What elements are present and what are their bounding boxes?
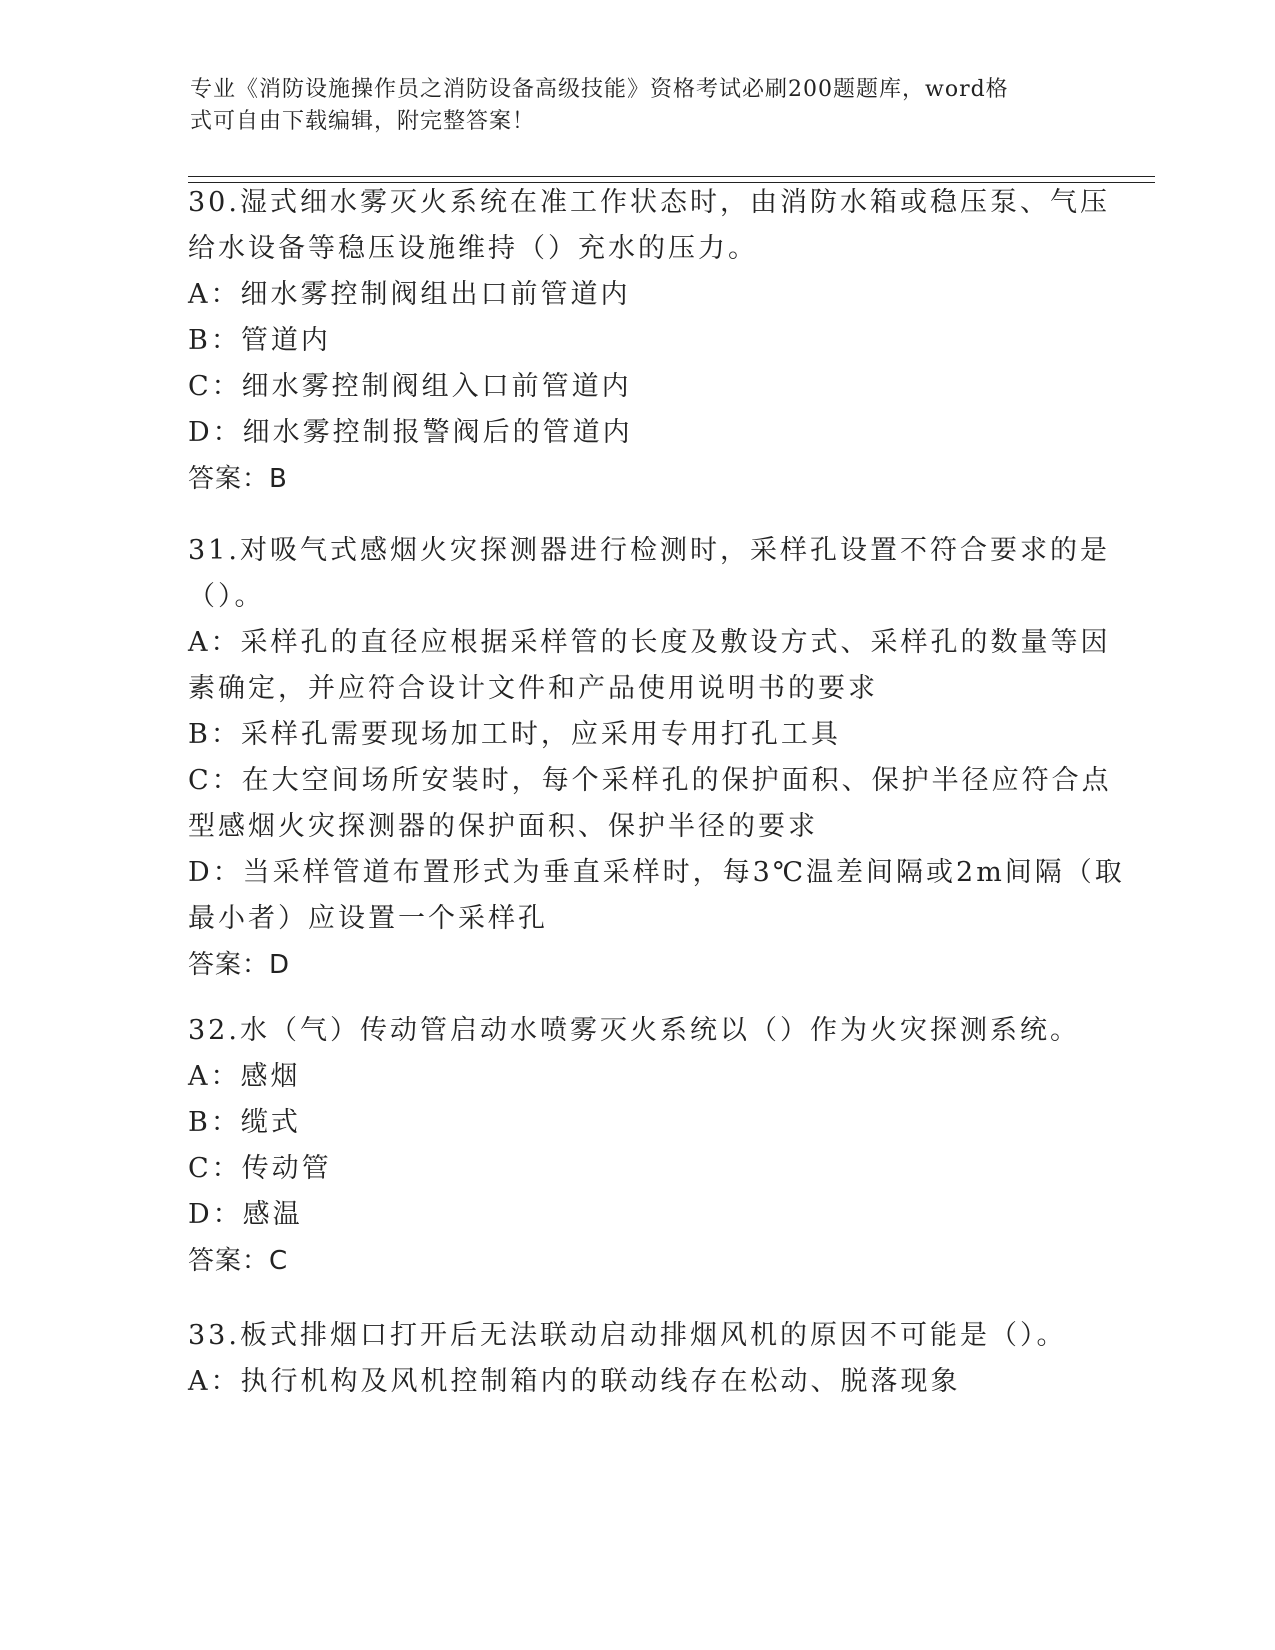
- header-rule-top: [188, 176, 1155, 177]
- answer-label: 答案：D: [188, 950, 291, 980]
- question-text: 30.湿式细水雾灭火系统在准工作状态时，由消防水箱或稳压泵、气压: [188, 187, 1110, 218]
- question-32: [188, 1008, 1088, 1284]
- option-d: D：感温: [188, 1199, 303, 1230]
- option-a: A：感烟: [188, 1061, 301, 1092]
- header-line-2: 式可自由下载编辑，附完整答案！: [190, 109, 536, 134]
- option-b: B：缆式: [188, 1107, 301, 1138]
- answer-label: 答案：C: [188, 1246, 289, 1276]
- question-31: [188, 528, 1125, 988]
- option-a: A：执行机构及风机控制箱内的联动线存在松动、脱落现象: [188, 1366, 961, 1397]
- option-d: D：当采样管道布置形式为垂直采样时，每3℃温差间隔或2m间隔（取: [188, 857, 1125, 888]
- question-text: 31.对吸气式感烟火灾探测器进行检测时，采样孔设置不符合要求的是: [188, 535, 1110, 566]
- option-c: C：传动管: [188, 1153, 332, 1184]
- option-a: A：细水雾控制阀组出口前管道内: [188, 279, 631, 310]
- question-33: [188, 1313, 1088, 1405]
- option-a-continued: 素确定，并应符合设计文件和产品使用说明书的要求: [188, 673, 878, 704]
- question-text: 33.板式排烟口打开后无法联动启动排烟风机的原因不可能是（）。: [188, 1320, 1067, 1351]
- option-d: D：细水雾控制报警阀后的管道内: [188, 417, 633, 448]
- option-c-continued: 型感烟火灾探测器的保护面积、保护半径的要求: [188, 811, 818, 842]
- option-b: B：采样孔需要现场加工时，应采用专用打孔工具: [188, 719, 841, 750]
- option-c: C：在大空间场所安装时，每个采样孔的保护面积、保护半径应符合点: [188, 765, 1112, 796]
- question-text: 给水设备等稳压设施维持（）充水的压力。: [188, 233, 758, 264]
- question-text: 32.水（气）传动管启动水喷雾灭火系统以（）作为火灾探测系统。: [188, 1015, 1080, 1046]
- document-header: [190, 74, 1070, 138]
- option-d-continued: 最小者）应设置一个采样孔: [188, 903, 548, 934]
- option-b: B：管道内: [188, 325, 331, 356]
- answer-label: 答案：B: [188, 464, 288, 494]
- question-text: （）。: [188, 581, 265, 612]
- header-line-1: 专业《消防设施操作员之消防设备高级技能》资格考试必刷200题题库，word格: [190, 77, 1009, 102]
- question-30: [188, 180, 1110, 502]
- option-a: A：采样孔的直径应根据采样管的长度及敷设方式、采样孔的数量等因: [188, 627, 1111, 658]
- option-c: C：细水雾控制阀组入口前管道内: [188, 371, 632, 402]
